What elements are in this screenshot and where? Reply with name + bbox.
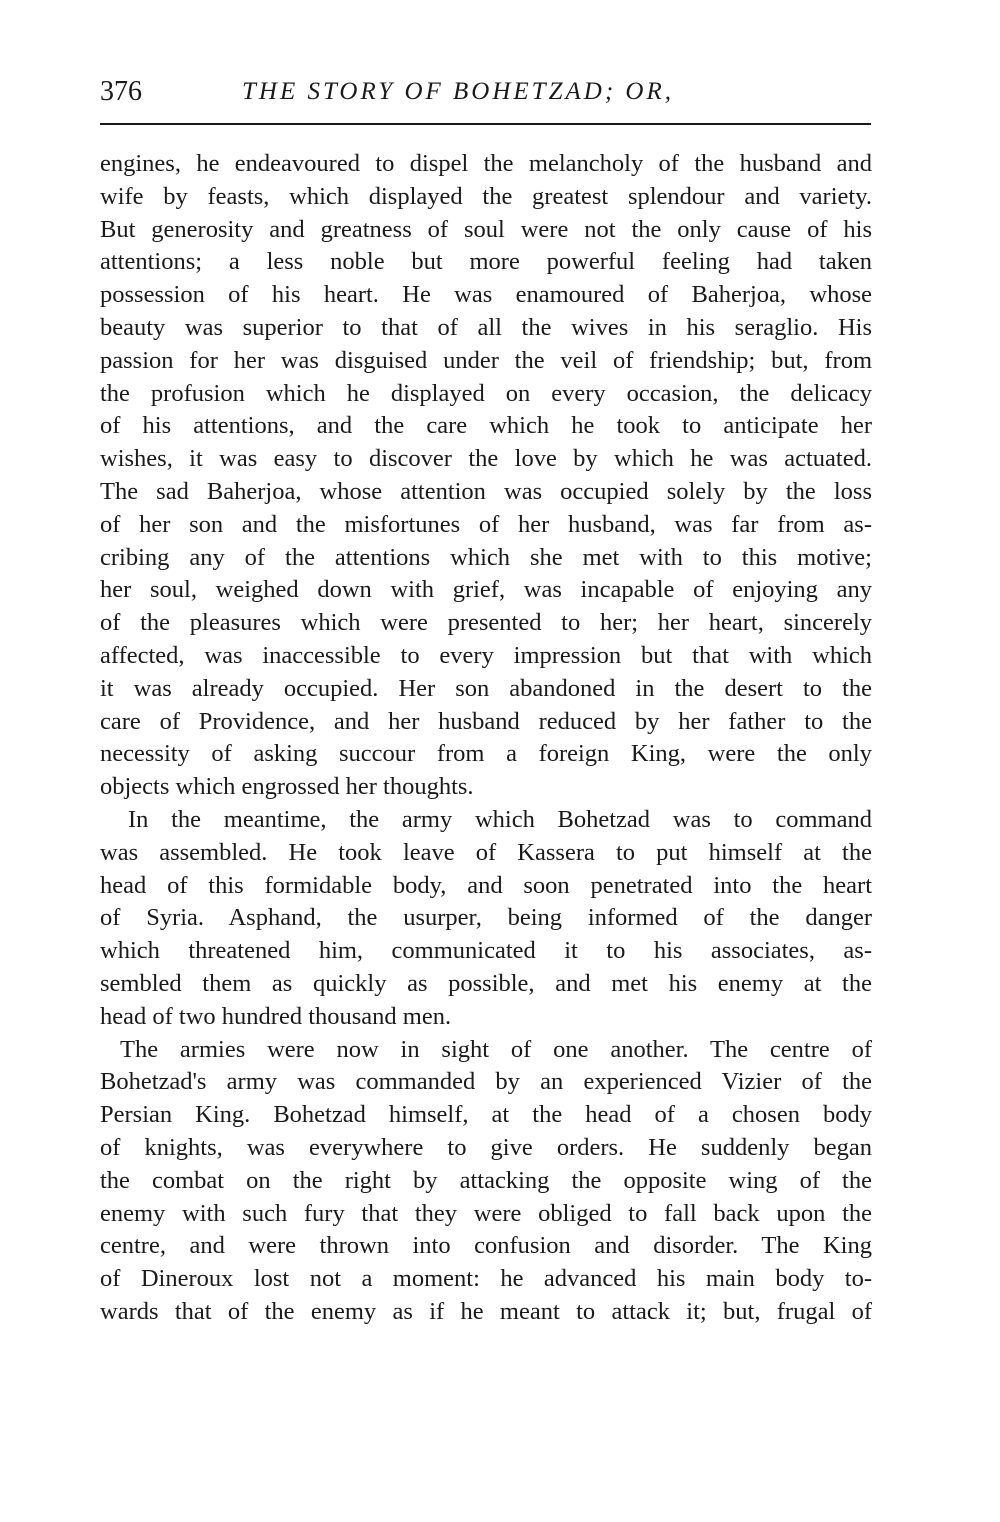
text-line: objects which engrossed her thoughts. bbox=[100, 773, 474, 801]
text-line: The armies were now in sight of one another. The centre of bbox=[120, 1035, 872, 1063]
text-line: of her son and the misfortunes of her husband, was far from as- bbox=[100, 510, 872, 538]
text-line: The sad Baherjoa, whose attention was occupied solely by the loss bbox=[100, 477, 872, 505]
text-line: head of two hundred thousand men. bbox=[100, 1002, 452, 1030]
text-line: engines, he endeavoured to dispel the melancholy of the husband and bbox=[100, 150, 872, 177]
text-line: the profusion which he displayed on every occasion, the delicacy bbox=[100, 379, 872, 407]
text-line: beauty was superior to that of all the wives in his seraglio. His bbox=[100, 313, 872, 341]
text-line: passion for her was disguised under the veil of friendship; but, from bbox=[100, 346, 872, 374]
text-line: the combat on the right by attacking the opposite wing of the bbox=[100, 1166, 872, 1194]
page-header bbox=[100, 72, 872, 112]
text-line: which threatened him, communicated it to his associates, as- bbox=[100, 937, 872, 965]
text-line: possession of his heart. He was enamoured of Baherjoa, whose bbox=[100, 281, 872, 309]
text-line: of Dineroux lost not a moment: he advanced his main body to- bbox=[100, 1265, 872, 1293]
text-line: care of Providence, and her husband reduced by her father to the bbox=[100, 707, 872, 735]
text-line: wife by feasts, which displayed the greatest splendour and variety. bbox=[100, 182, 872, 210]
body-text bbox=[100, 148, 872, 1329]
text-line: affected, was inaccessible to every impression but that with which bbox=[100, 641, 872, 669]
header-rule bbox=[100, 123, 871, 125]
text-line: of Syria. Asphand, the usurper, being informed of the danger bbox=[100, 904, 872, 932]
text-line: of knights, was everywhere to give orders. He suddenly began bbox=[100, 1133, 872, 1161]
text-line: wards that of the enemy as if he meant to attack it; but, frugal of bbox=[100, 1297, 872, 1325]
text-line: her soul, weighed down with grief, was incapable of enjoying any bbox=[100, 576, 872, 604]
text-line: cribing any of the attentions which she met with to this motive; bbox=[100, 543, 872, 571]
text-line: of his attentions, and the care which he took to anticipate her bbox=[100, 412, 872, 440]
text-line: head of this formidable body, and soon penetrated into the heart bbox=[100, 871, 872, 899]
text-line: centre, and were thrown into confusion and disorder. The King bbox=[100, 1232, 872, 1260]
running-head: THE STORY OF BOHETZAD; OR, bbox=[242, 78, 674, 105]
text-line: was assembled. He took leave of Kassera to put himself at the bbox=[100, 838, 872, 866]
text-line: attentions; a less noble but more powerful feeling had taken bbox=[100, 248, 872, 276]
page-number: 376 bbox=[100, 76, 142, 107]
text-line: wishes, it was easy to discover the love by which he was actuated. bbox=[100, 445, 872, 473]
text-line: Bohetzad's army was commanded by an experienced Vizier of the bbox=[100, 1068, 872, 1096]
text-line: Persian King. Bohetzad himself, at the head of a chosen body bbox=[100, 1101, 872, 1129]
text-line: enemy with such fury that they were obliged to fall back upon the bbox=[100, 1199, 872, 1227]
text-line: necessity of asking succour from a foreign King, were the only bbox=[100, 740, 872, 768]
text-line: In the meantime, the army which Bohetzad was to command bbox=[128, 805, 872, 833]
text-line: of the pleasures which were presented to her; her heart, sincerely bbox=[100, 609, 872, 637]
text-line: sembled them as quickly as possible, and met his enemy at the bbox=[100, 969, 872, 997]
text-line: it was already occupied. Her son abandoned in the desert to the bbox=[100, 674, 872, 702]
text-line: But generosity and greatness of soul were not the only cause of his bbox=[100, 215, 872, 243]
